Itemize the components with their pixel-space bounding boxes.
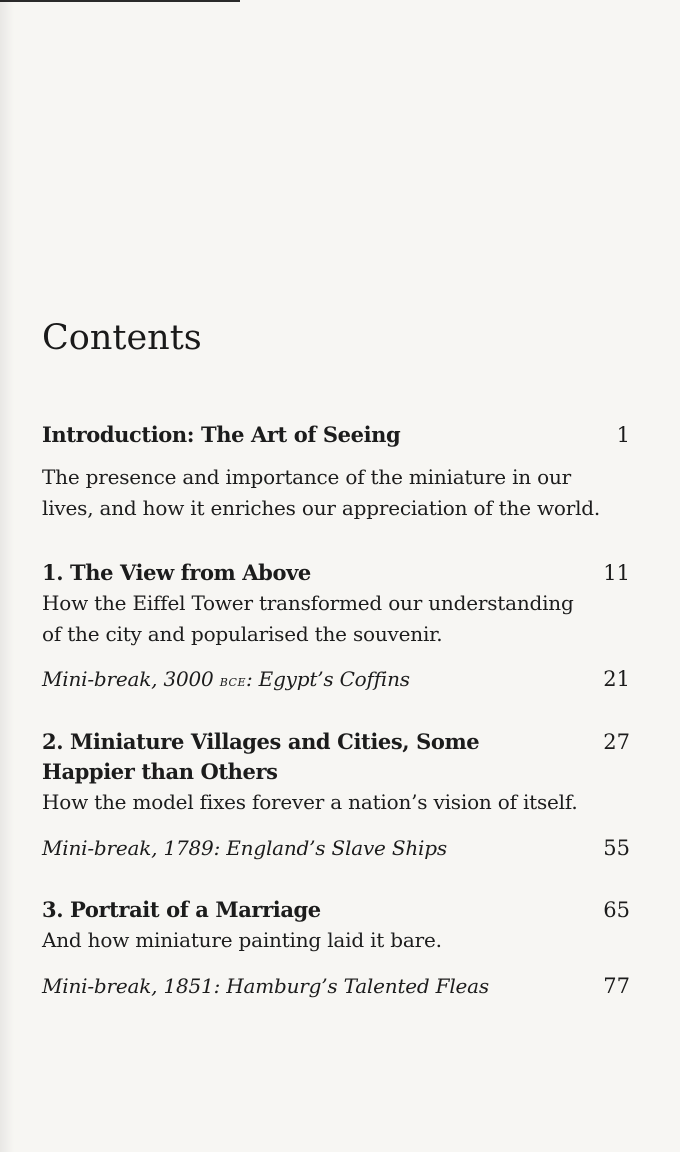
minibreak-page-number: 77 xyxy=(603,974,630,998)
entry-title: 3. Portrait of a Marriage xyxy=(42,897,321,922)
toc-minibreak-3 xyxy=(42,971,630,1001)
minibreak-page-number: 21 xyxy=(603,667,630,691)
toc-entry-chapter-2 xyxy=(42,727,630,818)
page-gutter-shadow xyxy=(0,0,14,1152)
minibreak-suffix: : Egypt’s Coffins xyxy=(245,667,410,691)
toc-minibreak-2 xyxy=(42,833,630,863)
entry-title: Introduction: The Art of Seeing xyxy=(42,422,401,447)
toc-minibreak-1 xyxy=(42,664,630,696)
minibreak-title: Mini-break, 1851: Hamburg’s Talented Fleas xyxy=(42,974,489,998)
page-title: Contents xyxy=(42,318,202,358)
entry-page-number: 11 xyxy=(603,561,630,585)
minibreak-prefix: Mini-break, 3000 xyxy=(42,667,220,691)
top-rule xyxy=(0,0,240,2)
entry-page-number: 1 xyxy=(616,423,630,447)
minibreak-era: bce xyxy=(219,671,246,690)
toc-entry-introduction xyxy=(42,420,630,524)
entry-page-number: 27 xyxy=(603,730,630,754)
entry-description: The presence and importance of the miniature in our lives, and how it enriches our appreciation of the world. xyxy=(42,465,601,520)
minibreak-title xyxy=(42,664,410,696)
entry-page-number: 65 xyxy=(603,898,630,922)
toc-entry-chapter-3 xyxy=(42,895,630,956)
minibreak-title: Mini-break, 1789: England’s Slave Ships xyxy=(42,836,447,860)
toc-entry-chapter-1 xyxy=(42,558,630,650)
minibreak-page-number: 55 xyxy=(603,836,630,860)
entry-description: And how miniature painting laid it bare. xyxy=(42,928,442,952)
entry-description: How the model fixes forever a nation’s vision of itself. xyxy=(42,790,578,814)
entry-description: How the Eiffel Tower transformed our understanding of the city and popularised the souvenir. xyxy=(42,591,574,646)
entry-title: 2. Miniature Villages and Cities, Some Happier than Others xyxy=(42,729,480,784)
entry-title: 1. The View from Above xyxy=(42,560,311,585)
